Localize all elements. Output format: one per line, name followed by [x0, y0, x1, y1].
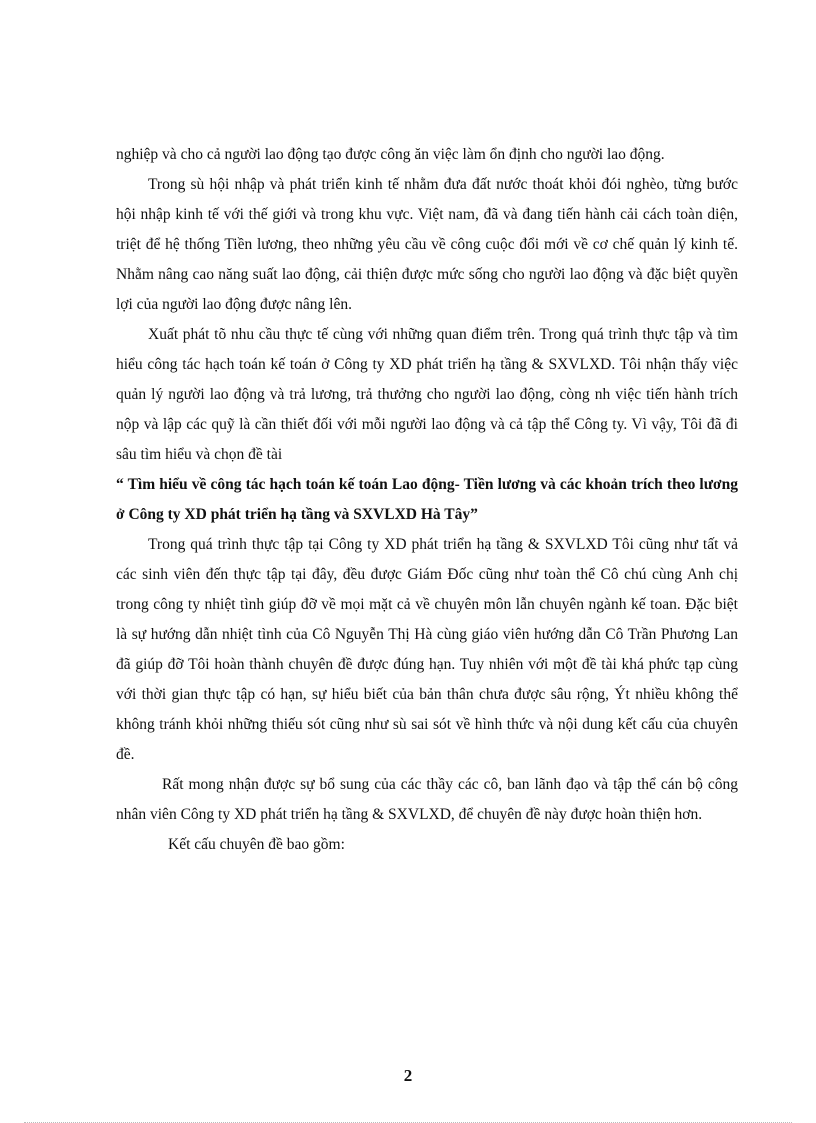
paragraph-continuation: nghiệp và cho cả người lao động tạo được công ăn việc làm ổn định cho người lao động. [116, 146, 665, 163]
paragraph-request: Rất mong nhận được sự bổ sung của các thầy các cô, ban lãnh đạo và tập thể cán bộ công nhân viên Công ty XD phát triển hạ tầng & SXVLXD, để chuyên đề này được hoàn thiện hơn. [116, 776, 738, 823]
document-body [116, 140, 738, 860]
paragraph-motivation: Xuất phát tõ nhu cầu thực tế cùng với những quan điểm trên. Trong quá trình thực tập và tìm hiểu công tác hạch toán kế toán ở Công ty XD phát triển hạ tầng & SXVLXD. Tôi nhận thấy việc quản lý người lao động và trả lương, trả thưởng cho người lao động, còng nh việc tiến hành trích nộp và lập các quỹ là cần thiết đối với mỗi người lao động và cả tập thể Công ty. Vì vậy, Tôi đã đi sâu tìm hiểu và chọn đề tài [116, 326, 738, 463]
page-number: 2 [403, 1066, 413, 1085]
paragraph-structure: Kết cấu chuyên đề bao gồm: [168, 836, 345, 853]
paragraph-acknowledgement: Trong quá trình thực tập tại Công ty XD phát triển hạ tầng & SXVLXD Tôi cũng như tất vả các sinh viên đến thực tập tại đây, đều được Giám Đốc cũng như toàn thể Cô chú cùng Anh chị trong công ty nhiệt tình giúp đỡ về mọi mặt cả về chuyên môn lẫn chuyên ngành kế toan. Đặc biệt là sự hướng dẫn nhiệt tình của Cô Nguyễn Thị Hà cùng giáo viên hướng dẫn Cô Trần Phương Lan đã giúp đỡ Tôi hoàn thành chuyên đề được đúng hạn. Tuy nhiên với một đề tài khá phức tạp cùng với thời gian thực tập có hạn, sự hiểu biết của bản thân chưa được sâu rộng, Ýt nhiều không thể không tránh khỏi những thiếu sót cũng như sù sai sót về hình thức và nội dung kết cấu của chuyên đề. [116, 536, 738, 763]
topic-title: “ Tìm hiểu về công tác hạch toán kế toán Lao động- Tiền lương và các khoản trích theo lương ở Công ty XD phát triển hạ tầng và SXVLXD Hà Tây” [116, 476, 738, 523]
paragraph-integration: Trong sù hội nhập và phát triển kinh tế nhằm đưa đất nước thoát khỏi đói nghèo, từng bước hội nhập kinh tế với thế giới và trong khu vực. Việt nam, đã và đang tiến hành cải cách toàn diện, triệt để hệ thống Tiền lương, theo những yêu cầu về công cuộc đổi mới về cơ chế quản lý kinh tế. Nhằm nâng cao năng suất lao động, cải thiện được mức sống cho người lao động và đặc biệt quyền lợi của người lao động được nâng lên. [116, 176, 738, 313]
